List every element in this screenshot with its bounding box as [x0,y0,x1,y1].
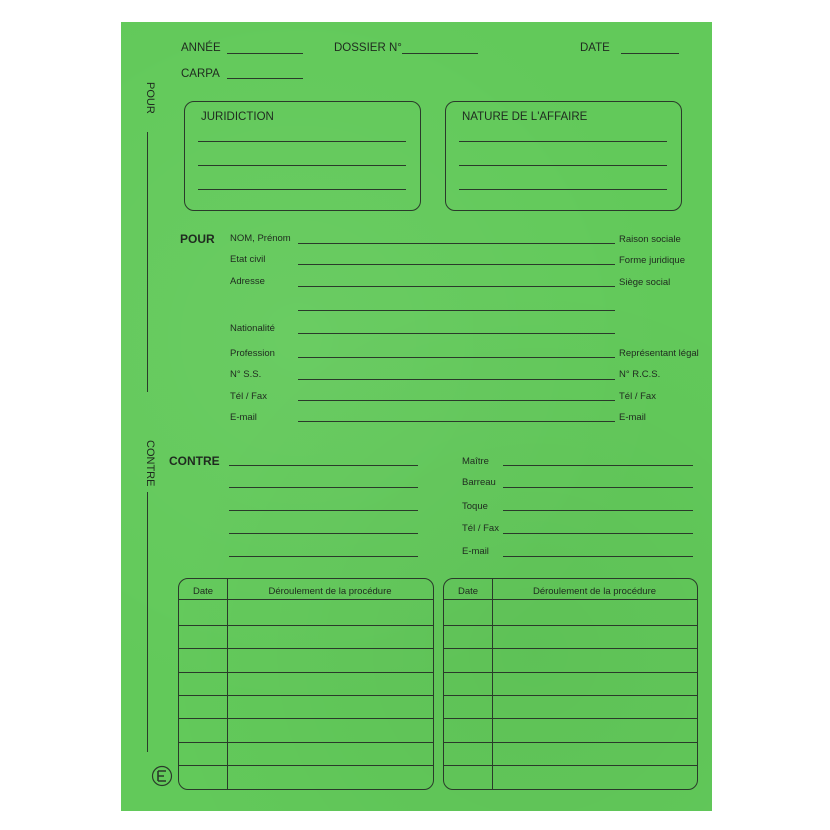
nature-line-2[interactable] [459,165,667,166]
pour-field-nationalite: Nationalité [230,323,275,334]
table-row-line [444,672,697,673]
contre-field-toque: Toque [462,501,488,512]
table-row-line [444,765,697,766]
juridiction-line-1[interactable] [198,141,406,142]
juridiction-line-3[interactable] [198,189,406,190]
pour-line-etat[interactable] [298,264,615,265]
nature-label: NATURE DE L'AFFAIRE [462,111,588,123]
pour-line-tel[interactable] [298,400,615,401]
table-right-column-divider [492,579,493,789]
side-line-bottom [147,492,148,752]
dossier-field[interactable] [402,53,478,54]
table-left-date-header: Date [192,586,214,597]
table-row-line [179,742,433,743]
table-row-line [444,695,697,696]
pour-field-etat: Etat civil [230,254,266,265]
procedure-table-right [443,578,698,790]
side-label-pour: POUR [144,82,156,114]
pour-line-email[interactable] [298,421,615,422]
side-line-top [147,132,148,392]
date-field[interactable] [621,53,679,54]
pour-right-forme: Forme juridique [619,255,685,266]
pour-right-raison: Raison sociale [619,234,681,245]
contre-line-tel[interactable] [503,533,693,534]
table-right-date-header: Date [457,586,479,597]
table-row-line [179,599,433,600]
table-row-line [444,599,697,600]
table-left-column-divider [227,579,228,789]
pour-right-representant: Représentant légal [619,348,699,359]
juridiction-label: JURIDICTION [201,111,274,123]
pour-field-email: E-mail [230,412,257,423]
contre-line-toque[interactable] [503,510,693,511]
nature-box [445,101,682,211]
pour-line-nationalite[interactable] [298,333,615,334]
pour-line-profession[interactable] [298,357,615,358]
pour-line-ss[interactable] [298,379,615,380]
contre-field-email: E-mail [462,546,489,557]
table-row-line [179,765,433,766]
contre-line-1[interactable] [229,465,418,466]
table-row-line [179,672,433,673]
pour-line-adresse[interactable] [298,286,615,287]
pour-right-siege: Siège social [619,277,671,288]
juridiction-line-2[interactable] [198,165,406,166]
table-row-line [444,742,697,743]
pour-line-nom[interactable] [298,243,615,244]
table-row-line [444,625,697,626]
annee-label: ANNÉE [181,42,221,54]
annee-field[interactable] [227,53,303,54]
brand-logo-icon [151,765,173,787]
pour-right-tel: Tél / Fax [619,391,656,402]
contre-line-barreau[interactable] [503,487,693,488]
contre-line-3[interactable] [229,510,418,511]
table-row-line [179,695,433,696]
side-label-contre: CONTRE [144,440,156,487]
table-row-line [179,625,433,626]
contre-line-4[interactable] [229,533,418,534]
table-row-line [444,718,697,719]
contre-field-tel: Tél / Fax [462,523,499,534]
contre-title: CONTRE [169,454,220,468]
pour-line-adresse-2[interactable] [298,310,615,311]
pour-title: POUR [180,232,215,246]
table-row-line [444,648,697,649]
table-row-line [179,648,433,649]
table-right-procedure-header: Déroulement de la procédure [532,586,657,597]
pour-field-adresse: Adresse [230,276,265,287]
folder-sheet [121,22,712,811]
pour-right-rcs: N° R.C.S. [619,369,661,380]
carpa-label: CARPA [181,68,220,80]
carpa-field[interactable] [227,78,303,79]
contre-line-maitre[interactable] [503,465,693,466]
date-label: DATE [580,42,610,54]
dossier-label: DOSSIER N° [334,42,402,54]
pour-field-profession: Profession [230,348,275,359]
nature-line-1[interactable] [459,141,667,142]
pour-field-tel: Tél / Fax [230,391,267,402]
procedure-table-left [178,578,434,790]
contre-field-maitre: Maître [462,456,489,467]
pour-right-email: E-mail [619,412,646,423]
contre-line-email[interactable] [503,556,693,557]
pour-field-ss: N° S.S. [230,369,262,380]
table-row-line [179,718,433,719]
pour-field-nom: NOM, Prénom [230,233,291,244]
table-left-procedure-header: Déroulement de la procédure [268,586,392,597]
juridiction-box [184,101,421,211]
nature-line-3[interactable] [459,189,667,190]
contre-line-5[interactable] [229,556,418,557]
contre-line-2[interactable] [229,487,418,488]
contre-field-barreau: Barreau [462,477,496,488]
